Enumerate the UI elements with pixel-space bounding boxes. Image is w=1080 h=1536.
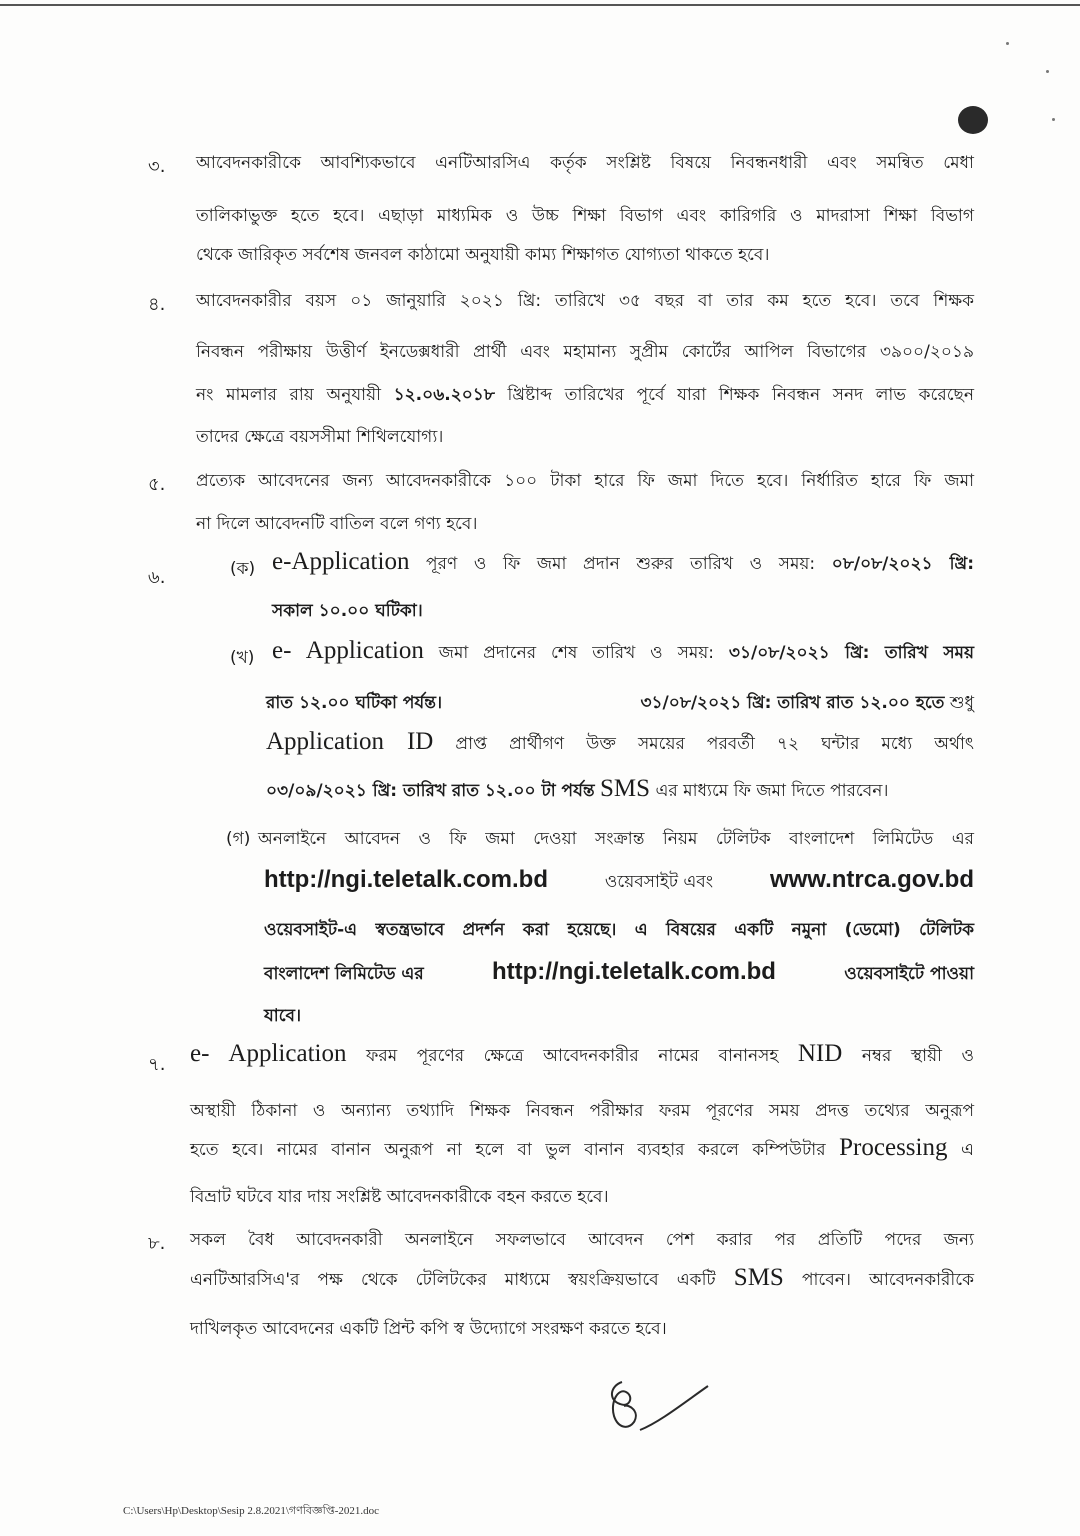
top-border-line — [0, 4, 1080, 6]
text-line — [264, 866, 974, 897]
text-line — [266, 775, 888, 806]
processing-term: Processing — [839, 1134, 948, 1161]
text-run: ওয়েবসাইট এবং — [604, 872, 714, 892]
scan-speck — [1046, 70, 1049, 73]
text-run: ফরম পূরণের ক্ষেত্রে আবেদনকারীর নামের বানানসহ — [346, 1046, 798, 1066]
nid-term: NID — [797, 1040, 843, 1067]
text-run: পাবেন। আবেদনকারীকে — [783, 1270, 974, 1290]
file-path-footer: C:\Users\Hp\Desktop\Sesip 2.8.2021\গণবিজ্ঞপ্তি-2021.doc — [123, 1505, 380, 1517]
text-line: নিবন্ধন পরীক্ষায় উত্তীর্ণ ইনডেক্সধারী প্রার্থী এবং মহামান্য সুপ্রীম কোর্টের আপিল বিভাগের ৩৯০০/২০১৯ — [196, 342, 974, 362]
text-line — [266, 690, 974, 718]
clause-number: ৩. — [148, 156, 166, 177]
text-line: আবেদনকারীকে আবশ্যিকভাবে এনটিআরসিএ কর্তৃক সংশ্লিষ্ট বিষয়ে নিবন্ধনধারী এবং সমন্বিত মেধা — [196, 153, 974, 173]
text-run: জমা প্রদানের শেষ তারিখ ও সময়: — [423, 643, 729, 663]
text-line: তাদের ক্ষেত্রে বয়সসীমা শিথিলযোগ্য। — [196, 427, 444, 447]
bold-text: ওয়েবসাইট-এ স্বতন্ত্রভাবে প্রদর্শন করা হয়েছে। এ বিষয়ের একটি নমুনা (ডেমো) টেলিটক — [264, 920, 974, 940]
clause-number: ৬. — [148, 567, 166, 588]
teletalk-url: http://ngi.teletalk.com.bd — [264, 866, 549, 893]
text-run: খ্রিষ্টাব্দ তারিখের পূর্বে যারা শিক্ষক নিবন্ধন সনদ লাভ করেছেন — [494, 385, 974, 405]
time-bold: সকাল ১০.০০ ঘটিকা। — [272, 601, 423, 621]
text-run: হতে হবে। নামের বানান অনুরূপ না হলে বা ভুল বানান ব্যবহার করলে কম্পিউটার — [190, 1140, 840, 1160]
date-bold: ১২.০৬.২০১৮ — [393, 385, 495, 405]
text-line — [190, 1264, 974, 1295]
clause-number: ৮. — [148, 1233, 166, 1254]
punch-hole-mark — [958, 106, 988, 134]
sub-clause-label: (খ) — [230, 648, 255, 668]
clause-number: ৪. — [148, 294, 166, 315]
text-line: প্রত্যেক আবেদনের জন্য আবেদনকারীকে ১০০ টাকা হারে ফি জমা দিতে হবে। নির্ধারিত হারে ফি জমা — [196, 471, 974, 491]
text-run: প্রাপ্ত প্রার্থীগণ উক্ত সময়ের পরবর্তী ৭২ ঘন্টার মধ্যে অর্থাৎ — [433, 734, 974, 754]
text-run: নং মামলার রায় অনুযায়ী — [196, 385, 394, 405]
date-bold: ৩১/০৮/২০২১ খ্রি: তারিখ সময় — [728, 643, 975, 663]
time-bold: রাত ১২.০০ ঘটিকা পর্যন্ত। — [266, 693, 443, 713]
text-line — [264, 1003, 301, 1031]
text-line: থেকে জারিকৃত সর্বশেষ জনবল কাঠামো অনুযায়ী কাম্য শিক্ষাগত যোগ্যতা থাকতে হবে। — [196, 245, 770, 265]
text-run: এ — [947, 1140, 974, 1160]
bold-text: বাংলাদেশ লিমিটেড এর — [264, 964, 424, 984]
text-run: শুধু — [944, 693, 974, 713]
text-line: সকল বৈধ আবেদনকারী অনলাইনে সফলভাবে আবেদন পেশ করার পর প্রতিটি পদের জন্য — [190, 1230, 974, 1250]
date-bold: ০৩/০৯/২০২১ খ্রি: তারিখ রাত ১২.০০ টা পর্যন্ত — [266, 781, 595, 801]
text-run: এর মাধ্যমে ফি জমা দিতে পারবেন। — [650, 781, 889, 801]
sms-term: SMS — [600, 775, 651, 802]
text-line: না দিলে আবেদনটি বাতিল বলে গণ্য হবে। — [196, 514, 478, 534]
text-run: এনটিআরসিএ'র পক্ষ থেকে টেলিটকের মাধ্যমে স্বয়ংক্রিয়ভাবে একটি — [190, 1270, 734, 1290]
bold-text: যাবে। — [264, 1006, 302, 1026]
ntrca-url: www.ntrca.gov.bd — [769, 866, 974, 893]
text-line — [272, 637, 974, 668]
e-application-term: e- Application — [190, 1040, 347, 1067]
text-run: পূরণ ও ফি জমা প্রদান শুরুর তারিখ ও সময়: — [409, 554, 832, 574]
bold-text: ওয়েবসাইটে পাওয়া — [844, 964, 974, 984]
text-line: দাখিলকৃত আবেদনের একটি প্রিন্ট কপি স্ব উদ্যোগে সংরক্ষণ করতে হবে। — [190, 1319, 667, 1339]
text-line — [196, 382, 974, 410]
text-run: নম্বর স্থায়ী ও — [842, 1046, 975, 1066]
sub-clause-label: (গ) — [226, 829, 251, 849]
scan-speck — [1006, 42, 1009, 45]
text-line — [264, 917, 974, 945]
teletalk-url: http://ngi.teletalk.com.bd — [491, 958, 776, 985]
clause-number: ৫. — [148, 474, 166, 495]
e-application-term: e- Application — [272, 637, 424, 664]
text-line — [264, 958, 974, 989]
text-line: অস্থায়ী ঠিকানা ও অন্যান্য তথ্যাদি শিক্ষক নিবন্ধন পরীক্ষার ফরম পূরণের সময় প্রদত্ত তথ্যের অনুরূপ — [190, 1101, 974, 1121]
text-line: তালিকাভুক্ত হতে হবে। এছাড়া মাধ্যমিক ও উচ্চ শিক্ষা বিভাগ এবং কারিগরি ও মাদরাসা শিক্ষা বিভাগ — [196, 206, 974, 226]
application-id-term: Application ID — [266, 728, 434, 755]
sub-clause-label: (ক) — [230, 559, 256, 579]
text-line: বিভ্রাট ঘটবে যার দায় সংশ্লিষ্ট আবেদনকারীকে বহন করতে হবে। — [190, 1187, 609, 1207]
e-application-term: e-Application — [272, 548, 410, 575]
text-line — [272, 548, 974, 579]
text-line — [266, 728, 974, 759]
text-line: অনলাইনে আবেদন ও ফি জমা দেওয়া সংক্রান্ত নিয়ম টেলিটক বাংলাদেশ লিমিটেড এর — [258, 829, 974, 849]
text-line — [190, 1134, 974, 1165]
clause-number: ৭. — [148, 1054, 166, 1075]
text-line: আবেদনকারীর বয়স ০১ জানুয়ারি ২০২১ খ্রি: তারিখে ৩৫ বছর বা তার কম হতে হবে। তবে শিক্ষক — [196, 291, 974, 311]
date-bold: ০৮/০৮/২০২১ খ্রি: — [831, 554, 974, 574]
handwritten-initial — [600, 1372, 720, 1452]
text-line — [190, 1040, 974, 1071]
date-bold: ৩১/০৮/২০২১ খ্রি: তারিখ রাত ১২.০০ হতে — [640, 693, 945, 713]
scan-speck — [1052, 118, 1055, 121]
sms-term: SMS — [733, 1264, 784, 1291]
text-line — [272, 598, 423, 626]
